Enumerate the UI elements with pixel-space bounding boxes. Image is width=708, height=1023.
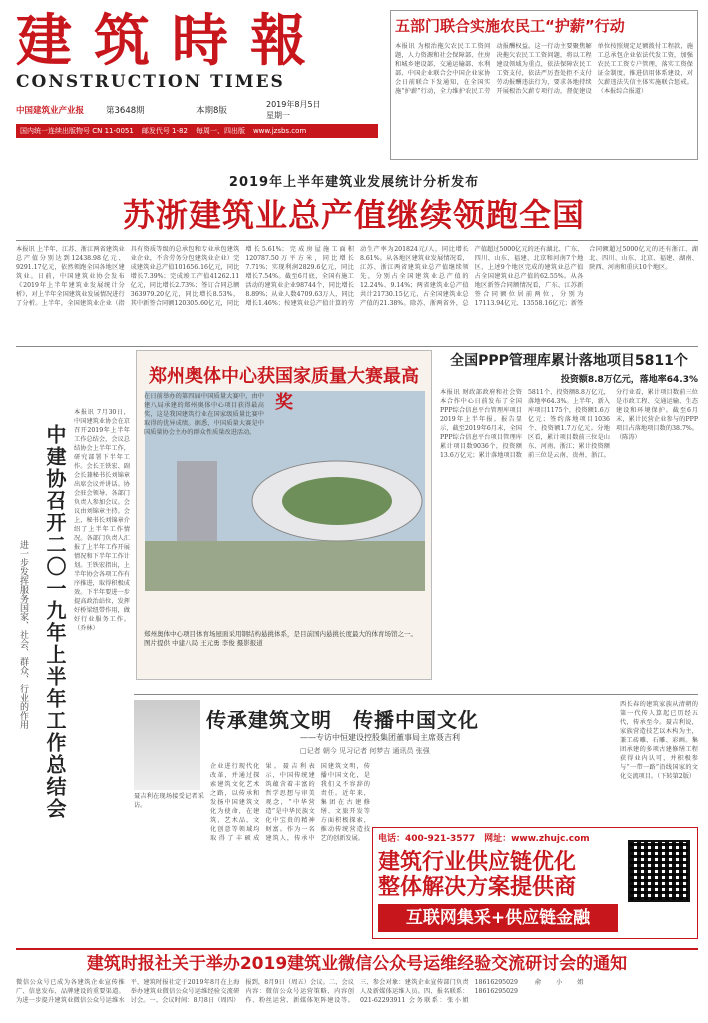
lead-headline: 苏浙建筑业总产值继续领跑全国 xyxy=(122,196,585,234)
divider xyxy=(16,346,698,347)
masthead-issue: 第3648期 xyxy=(106,106,145,116)
masthead-pages: 本期8版 xyxy=(196,106,227,116)
masthead-title: 建筑時報 xyxy=(16,8,328,74)
photo-feature-caption: 郑州奥体中心项目体育场屋面采用钢结构悬挑体系，是目前国内悬挑长度最大的体育场馆之一。 图片提供 中建八局 王元勇 李俊 摄影报道 xyxy=(144,630,417,647)
masthead-date: 2019年8月5日 星期一 xyxy=(266,100,321,120)
masthead-subtitle: 中国建筑业产业报 xyxy=(16,106,85,116)
top-story-body: 本报讯 为根治拖欠农民工工资问题，人力资源和社会保障部、住房和城乡建设部、交通运输部、水利部、中国企业联合会中国企业家协会日前联合下发通知，在全国实施“护薪”行动，全力维护农民工劳动报酬权益。这一行动主要聚焦解决拖欠农民工工资问题，将以工程建设领域为重点，依法保障农民工工资支付，依法严厉查处拒不支付劳动报酬违法行为，要求各地持续开展根治欠薪专项行动，督促建设单位按照规定足额拨付工程款，施工总承包企业依法代发工资，加强农民工工资专户管理，落实工资保证金制度，推进信用体系建设，对欠薪违法失信主体实施联合惩戒。（本报综合报道） xyxy=(395,43,693,95)
zhongjian-headline: 中建协召开二〇一九年上半年工作总结会 xyxy=(43,424,67,820)
photo-feature-body: 在日前举办的第四届中国质量大赛中，由中建八局承建的郑州奥体中心项目获得最高奖，这是我国建筑行业在国家级质量比赛中取得的优异成绩。据悉，中国质量大赛是中国质量协会主办的群众性质量改进活动。 xyxy=(144,393,264,436)
culture-body: 企业进行现代化改革，并通过探索建筑文化艺术之路，以传承和发扬中国建筑文化为使命，在建筑、艺术品、文化创意等领域均取得了丰硕成果。聂吉利表示，中国传统建筑蕴含着丰富的哲学思想与审美观念，“中华营造”是中华民族文化中宝贵的精神财富。作为一名建筑人，传承中国建筑文明，传播中国文化，是我们义不容辞的责任。近年来，集团在古建修缮、文旅开发等方面积极探索，推动传统营造技艺的创新发展。 xyxy=(210,763,370,842)
lead-body: 本报讯 上半年，江苏、浙江两省建筑业总产值分别达到12438.98亿元、9291.17亿元，依然领跑全国各地区建筑业。日前，中国建筑业协会发布《2019年上半年建筑业发展统计分析》，对上半年全国建筑业发展情况进行了分析。上半年，全国建筑业企业（指具有资质等级的总承包和专业承包建筑业企业，不含劳务分包建筑业企业）完成建筑业总产值101656.16亿元，同比增长7.39%；完成竣工产值41262.11亿元，同比增长2.73%；签订合同总额363979.20亿元，同比增长8.53%，其中新签合同额120305.60亿元，同比增长5.61%；完成房屋施工面积120787.50万平方米，同比增长7.71%；实现利润2829.6亿元，同比增长7.54%。截至6月底，全国有施工活动的建筑业企业98744个，同比增长8.89%；从业人数4709.63万人，同比增长1.46%；按建筑业总产值计算的劳动生产率为201824元/人，同比增长8.61%。从各地区建筑业发展情况看，江苏、浙江两省建筑业总产值继续领先，分别占全国建筑业总产值的12.24%、9.14%；两省建筑业总产值共计21730.15亿元，占全国建筑业总产值的21.38%。除苏、浙两省外，总产值超过5000亿元的还有湖北、广东、四川、山东、福建、北京和河南7个地区，上述9个地区完成的建筑业总产值占全国建筑业总产值的62.55%。从各地区新签合同额情况看，广东、江苏新签合同额位居前两位，分别为17113.94亿元、13558.16亿元；新签合同额超过5000亿元的还有浙江、湖北、四川、山东、北京、福建、湖南、陕西、河南和重庆10个地区。 xyxy=(16,246,698,307)
ppp-body: 本报讯 财政部政府和社会资本合作中心日前发布了全国PPP综合信息平台管理库项目2019年上半年报。报告显示，截至2019年6月末，全国PPP综合信息平台项目管理库累计项目数9036个，投资额13.6万亿元；累计落地项目数5811个、投资额8.8万亿元，落地率64.3%。上半年，新入库项目1175个，投资额1.6万亿元；签约落地项目1036个、投资额1.7万亿元。分地区看，累计项目数前三位是山东、河南、浙江；累计投资额前三位是云南、贵州、浙江。分行业看，累计项目数前三位是市政工程、交通运输、生态建设和环境保护。截至6月末，累计民营企业参与的PPP项目占落地项目数的38.7%。（陈涛） xyxy=(440,389,698,459)
divider xyxy=(134,694,698,695)
ad-tagline xyxy=(378,850,618,900)
ad-contact[interactable]: 电话：400-921-3577 网址：www.zhujc.com xyxy=(378,834,590,844)
divider xyxy=(16,240,698,241)
notice-body: 微信公众号已成为各建筑企业宣传推广、信息发布、品牌建设的重要渠道。为进一步提升建筑业微信公众号运维水平，建筑时报社定于2019年8月在上海举办建筑业微信公众号运维经验交流研讨会。一、会议时间：8月8日（周四）报到，8月9日（周五）会议。二、会议内容：微信公众号运营策略、内容创作、粉丝运营、新媒体矩阵建设等。三、参会对象：建筑企业宣传部门负责人及新媒体运维人员。四、报名联系：021-62293911 会务联系：张小姐 18616295029 俞小姐 18616295029 xyxy=(16,979,584,1004)
qr-code-icon[interactable] xyxy=(628,840,690,902)
portrait-caption: 聂吉利在现场接受记者采访。 xyxy=(134,793,204,809)
masthead-bar-item: 每周一、四出版 xyxy=(195,127,245,135)
masthead-bar-item: 邮发代号 1-82 xyxy=(141,127,188,135)
culture-byline: □记者 朝今 见习记者 何梦吉 通讯员 张强 xyxy=(300,747,430,755)
masthead-bar-item: www.jzsbs.com xyxy=(252,127,307,135)
culture-subhead: ——专访中恒建设控股集团董事局主席聂吉利 xyxy=(300,733,460,742)
masthead-info-row xyxy=(16,100,378,120)
masthead-bar xyxy=(16,124,378,138)
notice-headline: 建筑时报社关于举办2019建筑业微信公众号运维经验交流研讨会的通知 xyxy=(16,948,698,976)
lead-kicker: 2019年上半年建筑业发展统计分析发布 xyxy=(228,175,480,190)
culture-headline: 传承建筑文明 传播中国文化 xyxy=(206,708,479,732)
zhongjian-subhead: 进一步发挥服务国家、社会、群众、行业的作用 xyxy=(18,540,28,729)
top-story xyxy=(390,10,698,160)
ad-tagline-line: 整体解决方案提供商 xyxy=(378,875,577,900)
masthead-title-en: CONSTRUCTION TIMES xyxy=(16,72,285,92)
ppp-headline: 全国PPP管理库累计落地项目5811个 xyxy=(450,353,688,369)
portrait-photo xyxy=(134,700,200,790)
photo-feature-title: 郑州奥体中心获国家质量大赛最高奖 xyxy=(149,366,419,413)
ppp-subhead: 投资额8.8万亿元，落地率64.3% xyxy=(560,375,698,385)
ad-banner: 互联网集采+供应链金融 xyxy=(378,904,618,932)
top-story-title: 五部门联合实施农民工“护薪”行动 xyxy=(395,17,625,35)
zhongjian-body: 本报讯 7月30日，中国建筑业协会在京召开2019年上半年工作总结会，会议总结协会上半年工作，研究部署下半年工作。会长王铁宏、副会长兼秘书长刘锦章出席会议并讲话。协会驻会领导、各部门负责人参加会议。会议由刘锦章主持。会上，秘书长刘锦章介绍了上半年工作情况。各部门负责人汇报了上半年工作开展情况和下半年工作计划。王铁宏指出，上半年协会各项工作有序推进，取得积极成效。下半年要进一步提高政治站位，发挥好桥梁纽带作用，做好行业服务工作。（乔林） xyxy=(74,409,130,632)
ad-tagline-line: 建筑行业供应链优化 xyxy=(378,850,577,875)
masthead-bar-item: 国内统一连续出版物号 CN 11-0051 xyxy=(20,127,134,135)
culture-right-body: 西长春的建筑家族从清朝的第一代传人算起已历经五代，传承至今。聂吉利说，家族营造技艺以木构为主，兼工砖雕、石雕、彩画。集团承建的多项古建修缮工程获得业内认可，并积极参与“一带一路”沿线国家的文化交流项目。（下转第2版） xyxy=(620,701,698,780)
